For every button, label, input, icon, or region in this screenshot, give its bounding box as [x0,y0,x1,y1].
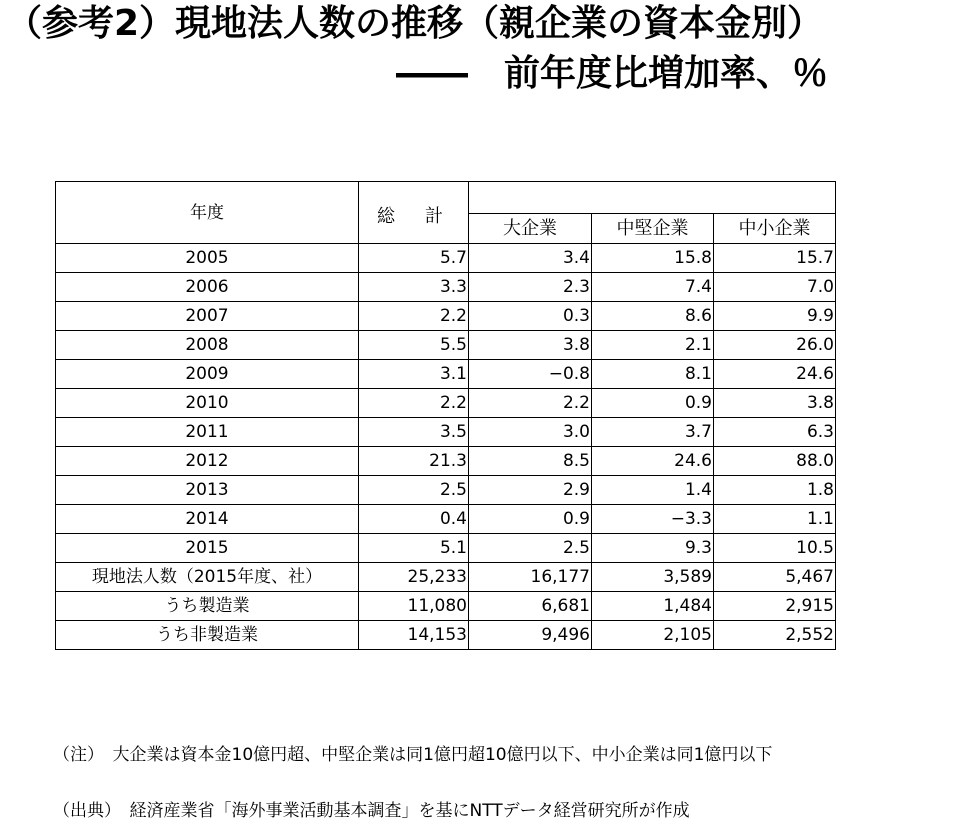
medium-cell: 1,484 [592,592,714,621]
small-cell: 2,915 [714,592,836,621]
medium-cell: 0.9 [592,389,714,418]
medium-cell: 2.1 [592,331,714,360]
table-row [56,592,836,621]
large-cell: 8.5 [469,447,592,476]
table-row [56,563,836,592]
row-label-cell: 2014 [56,505,359,534]
row-label-cell: 2015 [56,534,359,563]
medium-cell: 8.1 [592,360,714,389]
row-label-cell: 2011 [56,418,359,447]
total-cell: 5.7 [359,244,469,273]
medium-cell: 2,105 [592,621,714,650]
total-cell: 0.4 [359,505,469,534]
data-table [55,181,836,650]
total-cell: 14,153 [359,621,469,650]
source-note: （出典） 経済産業省「海外事業活動基本調査」を基にNTTデータ経営研究所が作成 [53,801,690,821]
header-year: 年度 [56,182,359,244]
small-cell: 1.8 [714,476,836,505]
medium-cell: 3.7 [592,418,714,447]
small-cell: 26.0 [714,331,836,360]
table-row [56,447,836,476]
table-row [56,244,836,273]
table-row [56,273,836,302]
total-cell: 11,080 [359,592,469,621]
small-cell: 9.9 [714,302,836,331]
row-label-cell: 2010 [56,389,359,418]
header-small: 中小企業 [714,214,836,244]
medium-cell: 3,589 [592,563,714,592]
large-cell: 6,681 [469,592,592,621]
total-cell: 2.2 [359,389,469,418]
row-label-cell: 2008 [56,331,359,360]
large-cell: 2.9 [469,476,592,505]
row-label-cell: 現地法人数（2015年度、社） [56,563,359,592]
large-cell: −0.8 [469,360,592,389]
table-row [56,505,836,534]
row-label-cell: 2006 [56,273,359,302]
row-label-cell: 2013 [56,476,359,505]
total-cell: 3.1 [359,360,469,389]
medium-cell: 15.8 [592,244,714,273]
header-large: 大企業 [469,214,592,244]
total-cell: 25,233 [359,563,469,592]
total-cell: 5.5 [359,331,469,360]
row-label-cell: 2007 [56,302,359,331]
large-cell: 3.4 [469,244,592,273]
large-cell: 2.5 [469,534,592,563]
table-row [56,389,836,418]
small-cell: 15.7 [714,244,836,273]
large-cell: 0.3 [469,302,592,331]
table-row [56,302,836,331]
large-cell: 9,496 [469,621,592,650]
large-cell: 3.8 [469,331,592,360]
medium-cell: 9.3 [592,534,714,563]
row-label-cell: 2005 [56,244,359,273]
large-cell: 0.9 [469,505,592,534]
total-cell: 2.5 [359,476,469,505]
large-cell: 3.0 [469,418,592,447]
small-cell: 3.8 [714,389,836,418]
page-title: （参考2）現地法人数の推移（親企業の資本金別） [6,3,824,44]
small-cell: 6.3 [714,418,836,447]
total-cell: 3.5 [359,418,469,447]
table-row [56,418,836,447]
row-label-cell: うち非製造業 [56,621,359,650]
medium-cell: 8.6 [592,302,714,331]
total-cell: 5.1 [359,534,469,563]
medium-cell: 7.4 [592,273,714,302]
small-cell: 88.0 [714,447,836,476]
medium-cell: −3.3 [592,505,714,534]
total-cell: 2.2 [359,302,469,331]
medium-cell: 1.4 [592,476,714,505]
small-cell: 5,467 [714,563,836,592]
large-cell: 2.2 [469,389,592,418]
table-row [56,331,836,360]
page-subtitle: ―― 前年度比増加率、％ [396,53,829,94]
medium-cell: 24.6 [592,447,714,476]
header-medium: 中堅企業 [592,214,714,244]
small-cell: 10.5 [714,534,836,563]
total-cell: 3.3 [359,273,469,302]
small-cell: 2,552 [714,621,836,650]
row-label-cell: うち製造業 [56,592,359,621]
table-row [56,360,836,389]
row-label-cell: 2009 [56,360,359,389]
large-cell: 2.3 [469,273,592,302]
header-row [56,182,836,214]
large-cell: 16,177 [469,563,592,592]
table-row [56,621,836,650]
row-label-cell: 2012 [56,447,359,476]
small-cell: 24.6 [714,360,836,389]
table-row [56,534,836,563]
total-cell: 21.3 [359,447,469,476]
header-spacer [469,182,836,214]
table-row [56,476,836,505]
small-cell: 7.0 [714,273,836,302]
small-cell: 1.1 [714,505,836,534]
header-total: 総 計 [359,182,469,244]
footnote: （注） 大企業は資本金10億円超、中堅企業は同1億円超10億円以下、中小企業は同1億円以下 [53,745,773,765]
